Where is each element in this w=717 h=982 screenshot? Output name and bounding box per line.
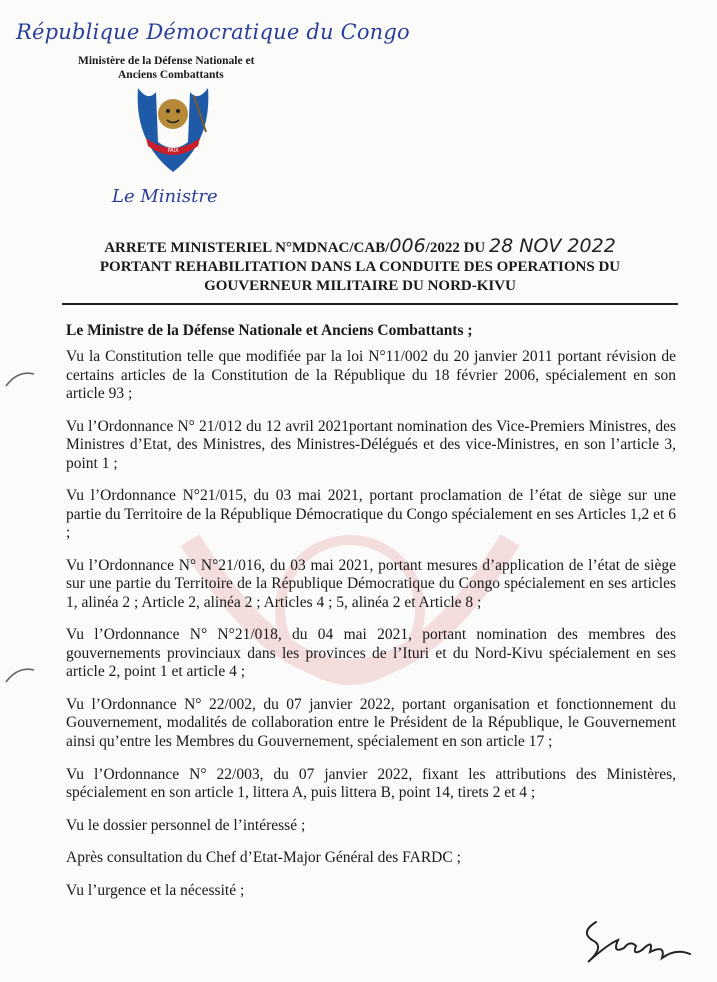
considerant-paragraph: Vu l’Ordonnance N° N°21/018, du 04 mai 2021, portant nomination des membres des gouvernements provinciaux dans les provinces de l’Ituri et du Nord-Kivu spécialement en ses article 2, point 1 et article 4 ; (66, 626, 676, 681)
considerant-paragraph: Vu l’Ordonnance N°21/015, du 03 mai 2021, portant proclamation de l’état de siège sur une partie du Territoire de la République Démocratique du Congo spécialement en ses Articles 1,2 et 6 ; (66, 487, 676, 542)
republic-heading: République Démocratique du Congo (16, 20, 410, 44)
considerant-paragraph: Vu l’urgence et la nécessité ; (66, 882, 245, 900)
considerant-paragraph: Vu l’Ordonnance N° 22/003, du 07 janvier 2022, fixant les attributions des Ministères, spécialement en son article 1, littera A, puis littera B, point 14, tirets 2 et 4 ; (66, 765, 676, 801)
margin-mark (2, 366, 38, 388)
decree-title-line-2: PORTANT REHABILITATION DANS LA CONDUITE DES OPERATIONS DU (99, 259, 621, 275)
handwritten-initials (578, 910, 696, 970)
decree-title-line-3: GOUVERNEUR MILITAIRE DU NORD-KIVU (204, 278, 516, 294)
decree-number: 006 (389, 235, 426, 257)
decree-title-mid: /2022 DU (425, 240, 490, 256)
considerant-paragraph: Vu l’Ordonnance N° 22/002, du 07 janvier 2022, portant organisation et fonctionnement du Gouvernement, modalités de collaboration entre le Président de la République, le Gouvernement ainsi qu’entre les Membres du Gouvernement, spécialement en son article 17 ; (66, 695, 676, 750)
signatory-title: Le Ministre (112, 186, 218, 207)
decree-body (66, 322, 676, 915)
decree-title-line-1 (40, 237, 680, 258)
margin-mark (2, 662, 38, 684)
ministry-line-1: Ministère de la Défense Nationale et (78, 55, 255, 67)
body-heading: Le Ministre de la Défense Nationale et Anciens Combattants ; (66, 322, 473, 339)
considerant-paragraph: Vu l’Ordonnance N° N°21/016, du 03 mai 2021, portant mesures d’application de l’état de siège sur une partie du Territoire de la République Démocratique du Congo spécialement en ses articles 1, alinéa 2 ; Article 2, alinéa 2 ; Articles 4 ; 5, alinéa 2 et Article 8 ; (66, 556, 676, 611)
ministry-line-2: Anciens Combattants (118, 69, 224, 81)
decree-title-prefix: ARRETE MINISTERIEL N°MDNAC/CAB/ (104, 240, 390, 256)
considerant-paragraph: Vu le dossier personnel de l’intéressé ; (66, 816, 306, 834)
emblem-banner-paix: PAIX (167, 148, 179, 154)
decree-date: 28 NOV 2022 (489, 235, 616, 257)
considerant-paragraph: Vu l’Ordonnance N° 21/012 du 12 avril 2021portant nomination des Vice-Premiers Ministres, des Ministres d’Etat, des Ministres, des Ministres-Délégués et des vice-Ministres, en son l’article 3, point 1 ; (66, 417, 676, 472)
considerant-paragraph: Vu la Constitution telle que modifiée par la loi N°11/002 du 20 janvier 2011 portant révision de certains articles de la Constitution de la République du 18 février 2006, spécialement en son article 93 ; (66, 348, 676, 403)
considerant-paragraph: Après consultation du Chef d’Etat-Major Général des FARDC ; (66, 849, 461, 867)
title-divider (62, 303, 678, 305)
coat-of-arms-emblem (128, 82, 218, 178)
